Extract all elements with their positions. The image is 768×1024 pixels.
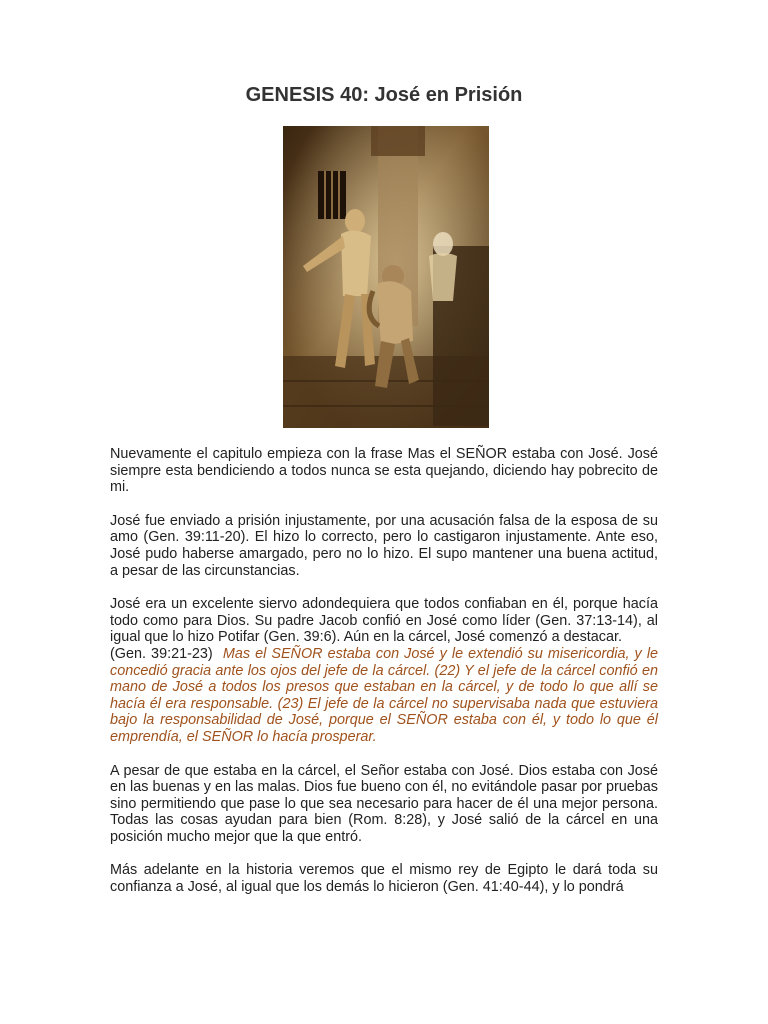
paragraph: Nuevamente el capitulo empieza con la frase Mas el SEÑOR estaba con José. José siempre esta bendiciendo a todos nunca se esta quejando, diciendo hay pobrecito de mi.	[110, 446, 658, 496]
paragraph-with-citation	[110, 596, 658, 745]
scripture-quote: Mas el SEÑOR estaba con José y le extendió su misericordia, y le concedió gracia ante los ojos del jefe de la cárcel. (22) Y el jefe de la cárcel confió en mano de José a todos los presos que estaban en la cárcel, y de todo lo que allí se hacía él era responsable. (23) El jefe de la cárcel no supervisaba nada que estuviera bajo la responsabilidad de José, porque el SEÑOR estaba con él, y todo lo que él emprendía, el SEÑOR lo hacía prosperar.	[110, 645, 659, 745]
paragraph: A pesar de que estaba en la cárcel, el Señor estaba con José. Dios estaba con José en las buenas y en las malas. Dios fue bueno con él, no evitándole pasar por pruebas sino permitiendo que pase lo que sea necesario para hacer de él una mejor persona. Todas las cosas ayudan para bien (Rom. 8:28), y José salió de la cárcel en una posición mucho mejor que la que entró.	[110, 762, 658, 845]
article-body	[110, 446, 658, 913]
paragraph-text: José era un excelente siervo adondequiera que todos confiaban en él, porque hacía todo como para Dios. Su padre Jacob confió en José como líder (Gen. 37:13-14), al igual que lo hizo Potifar (Gen. 39:6). Aún en la cárcel, José comenzó a destacar.	[110, 596, 658, 646]
prison-scene-illustration	[283, 126, 489, 428]
paragraph: José fue enviado a prisión injustamente, por una acusación falsa de la esposa de su amo (Gen. 39:11-20). El hizo lo correcto, pero lo castigaron injustamente. Ante eso, José pudo haberse amargado, pero no lo hizo. El supo mantener una buena actitud, a pesar de las circunstancias.	[110, 512, 658, 579]
citation-reference: (Gen. 39:21-23)	[110, 645, 213, 662]
paragraph: Más adelante en la historia veremos que el mismo rey de Egipto le dará toda su confianza a José, al igual que los demás lo hicieron (Gen. 41:40-44), y lo pondrá	[110, 862, 658, 896]
page-title: GENESIS 40: José en Prisión	[245, 84, 523, 106]
